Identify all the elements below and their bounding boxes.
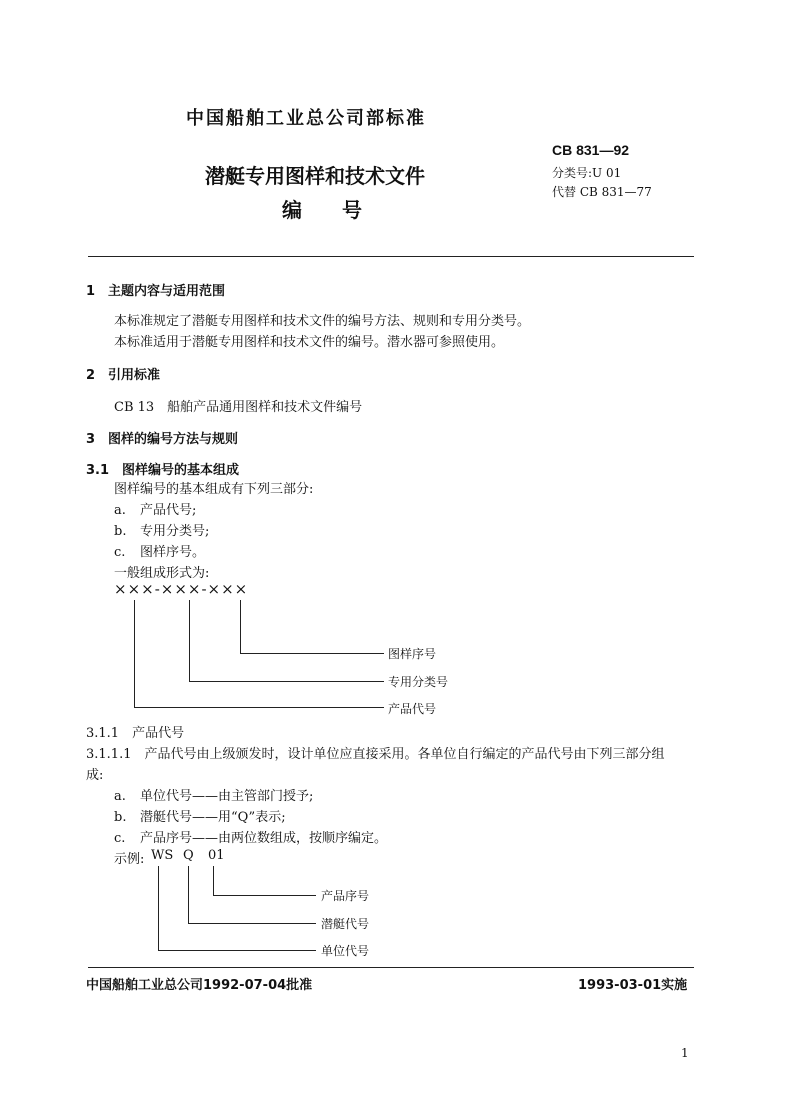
org-title: 中国船舶工业总公司部标准 [186,108,426,129]
list-item-text: 潜艇代号——用“Q”表示; [140,810,286,825]
form-intro: 一般组成形式为: [114,566,210,581]
section-3-1-1-1-continuation: 成: [86,768,104,783]
numbering-format: ×××-×××-××× [114,580,249,598]
diagram2-line-sequence [213,866,214,896]
doc-title-line2: 编 号 [282,198,362,222]
replaces-standard: 代替 CB 831—77 [552,185,652,199]
list-item-label: c. [114,831,126,846]
list-item-label: b. [114,524,127,539]
effective-date: 1993-03-01实施 [578,978,688,993]
section-1-paragraph-1: 本标准规定了潜艇专用图样和技术文件的编号方法、规则和专用分类号。 [114,314,531,329]
page-number: 1 [681,1046,689,1060]
doc-title-line1: 潜艇专用图样和技术文件 [205,164,425,188]
diagram1-line-sequence [240,600,241,654]
section-3-1-1-1-text: 3.1.1.1 产品代号由上级颁发时，设计单位应直接采用。各单位自行编定的产品代号由下列三部分组 [86,747,665,762]
standard-number: CB 831—92 [552,142,630,158]
diagram1-line-category [189,681,384,682]
list-item-label: b. [114,810,127,825]
diagram2-line-sequence [213,895,316,896]
list-item-text: 产品序号——由两位数组成，按顺序编定。 [140,831,388,846]
diagram1-line-category [189,600,190,682]
diagram2-label-unit: 单位代号 [321,944,370,958]
section-1-paragraph-2: 本标准适用于潜艇专用图样和技术文件的编号。潜水器可参照使用。 [114,335,505,350]
classification-number: 分类号:U 01 [552,166,622,180]
header-rule [88,256,694,257]
approval-date: 中国船舶工业总公司1992-07-04批准 [86,978,313,993]
list-item-label: a. [114,503,126,518]
list-item [114,499,196,518]
example-part-sequence: 01 [208,848,225,863]
diagram2-line-unit [158,866,159,951]
list-item [114,541,205,560]
example-part-submarine: Q [183,848,194,863]
section-3-1-intro: 图样编号的基本组成有下列三部分: [114,482,314,497]
diagram2-label-sequence: 产品序号 [321,889,370,903]
list-item-label: c. [114,545,126,560]
diagram2-label-submarine: 潜艇代号 [321,917,370,931]
section-2-heading: 2 引用标准 [86,368,161,383]
section-2-reference: CB 13 船舶产品通用图样和技术文件编号 [114,400,363,415]
diagram1-label-sequence: 图样序号 [388,647,437,661]
example-part-unit: WS [151,848,174,863]
list-item [114,520,209,539]
footer-rule [88,967,694,968]
section-3-heading: 3 图样的编号方法与规则 [86,432,239,447]
section-3-1-1-heading: 3.1.1 产品代号 [86,726,185,741]
diagram1-label-category: 专用分类号 [388,675,449,689]
diagram2-line-unit [158,950,316,951]
list-item [114,827,387,846]
list-item-label: a. [114,789,126,804]
example-prefix: 示例: [114,852,145,867]
diagram1-label-product: 产品代号 [388,702,437,716]
diagram2-line-submarine [188,923,316,924]
diagram1-line-product [134,707,384,708]
diagram2-line-submarine [188,866,189,924]
list-item-text: 专用分类号; [140,524,210,539]
list-item [114,806,286,825]
section-1-heading: 1 主题内容与适用范围 [86,284,226,299]
diagram1-line-sequence [240,653,384,654]
section-3-1-heading: 3.1 图样编号的基本组成 [86,463,240,478]
list-item-text: 产品代号; [140,503,197,518]
list-item [114,785,313,804]
list-item-text: 单位代号——由主管部门授予; [140,789,314,804]
list-item-text: 图样序号。 [140,545,206,560]
diagram1-line-product [134,600,135,708]
